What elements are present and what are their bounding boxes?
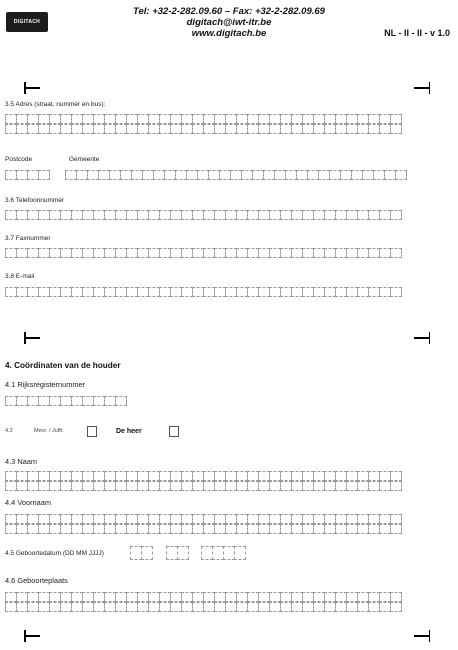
char-box[interactable]: [390, 124, 402, 134]
fax-label: 3.7 Faxnummer: [5, 235, 51, 242]
char-box[interactable]: [390, 471, 402, 481]
header-website: www.digitach.be: [191, 28, 267, 39]
char-box[interactable]: [390, 524, 402, 534]
geboortedatum-label: 4.5 Geboortedatum (DD MM JJJJ): [5, 550, 104, 557]
naam-row-1: [5, 471, 401, 481]
char-box[interactable]: [390, 481, 402, 491]
char-box[interactable]: [395, 170, 407, 180]
heer-label: De heer: [116, 428, 142, 435]
phone-field[interactable]: [5, 210, 401, 220]
postcode-field[interactable]: [5, 170, 49, 180]
address-row-1: [5, 114, 401, 124]
email-row: [5, 287, 401, 297]
address-label: 3.5 Adres (straat, nummer en bus):: [5, 101, 106, 108]
postcode-label: Postcode: [5, 156, 33, 163]
mevr-label: Mevr. / Juffr.: [34, 428, 64, 434]
corner-mark-bottom-left: [24, 630, 40, 642]
postcode-row: [5, 170, 49, 180]
address-field[interactable]: [5, 114, 401, 134]
corner-mark-mid-right: [414, 332, 430, 344]
header-email: digitach@iwt-itr.be: [186, 17, 272, 28]
holder-section-title: 4. Coördinaten van de houder: [5, 361, 121, 370]
char-box[interactable]: [177, 546, 189, 560]
naam-field[interactable]: [5, 471, 401, 491]
title-field-number: 4.2: [5, 428, 13, 434]
birth-month-row: [166, 546, 188, 560]
birth-day-field[interactable]: [130, 546, 152, 560]
geboorteplaats-label: 4.6 Geboorteplaats: [5, 576, 68, 585]
fax-field[interactable]: [5, 248, 401, 258]
naam-label: 4.3 Naam: [5, 457, 38, 466]
char-box[interactable]: [234, 546, 246, 560]
char-box[interactable]: [38, 170, 50, 180]
naam-row-2: [5, 481, 401, 491]
email-label: 3.8 E-mail: [5, 273, 35, 280]
gemeente-label: Gemeente: [69, 156, 100, 163]
mevr-checkbox[interactable]: [87, 426, 97, 437]
corner-mark-top-left: [24, 82, 40, 94]
header-phone-fax: Tel: +32-2-282.09.60 – Fax: +32-2-282.09.69: [133, 6, 325, 17]
char-box[interactable]: [115, 396, 127, 406]
email-field[interactable]: [5, 287, 401, 297]
geboorteplaats-field[interactable]: [5, 592, 401, 612]
corner-mark-bottom-right: [414, 630, 430, 642]
char-box[interactable]: [390, 514, 402, 524]
char-box[interactable]: [141, 546, 153, 560]
char-box[interactable]: [390, 210, 402, 220]
phone-label: 3.6 Telefoonnummer: [5, 197, 65, 204]
heer-checkbox[interactable]: [169, 426, 179, 437]
char-box[interactable]: [390, 287, 402, 297]
geboorteplaats-row-2: [5, 602, 401, 612]
rijks-label: 4.1 Rijksregisternummer: [5, 380, 86, 389]
form-version: NL - II - II - v 1.0: [384, 28, 450, 38]
voornaam-row-1: [5, 514, 401, 524]
char-box[interactable]: [390, 592, 402, 602]
gemeente-row: [65, 170, 406, 180]
geboorteplaats-row-1: [5, 592, 401, 602]
voornaam-row-2: [5, 524, 401, 534]
char-box[interactable]: [390, 114, 402, 124]
birth-year-field[interactable]: [201, 546, 245, 560]
address-row-2: [5, 124, 401, 134]
birth-day-row: [130, 546, 152, 560]
birth-month-field[interactable]: [166, 546, 188, 560]
voornaam-label: 4.4 Voornaam: [5, 498, 52, 507]
fax-row: [5, 248, 401, 258]
corner-mark-mid-left: [24, 332, 40, 344]
char-box[interactable]: [390, 602, 402, 612]
phone-row: [5, 210, 401, 220]
corner-mark-top-right: [414, 82, 430, 94]
rijks-row: [5, 396, 126, 406]
logo-text: DIGITACH: [13, 19, 41, 25]
birth-year-row: [201, 546, 245, 560]
gemeente-field[interactable]: [65, 170, 406, 180]
voornaam-field[interactable]: [5, 514, 401, 534]
rijksregisternummer-field[interactable]: [5, 396, 126, 406]
char-box[interactable]: [390, 248, 402, 258]
